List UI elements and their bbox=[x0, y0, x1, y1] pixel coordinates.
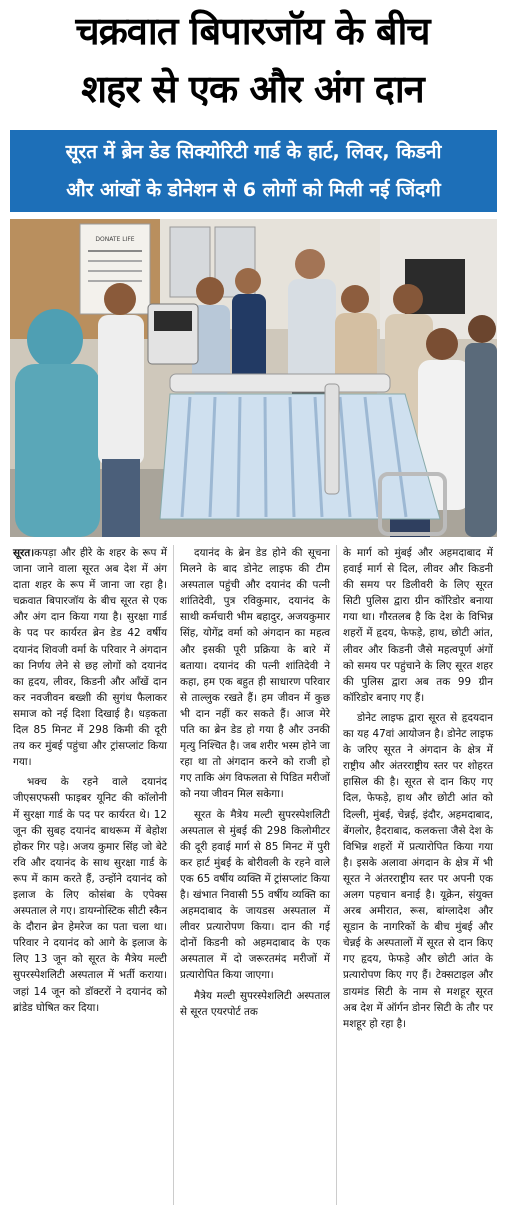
wall-sign-text: DONATE LIFE bbox=[95, 236, 135, 243]
paragraph-text: कपड़ा और हीरे के शहर के रूप में जाना जाने वाला सूरत अब देश में अंग दाता शहर के रूप में जाना जा रहा है। चक्रवात बिपारजॉय के बीच सूरत से एक और अंग दान किया गया है। सुरक्षा गार्ड के पद पर कार्यरत ब्रेन डेड 42 वर्षीय दयानंद शिवजी वर्मा के परिवार ने अंगदान का निर्णय लेने से छह लोगों को दयानंद का हृदय, लीवर, किडनी और आँखें दान कर नवजीवन बख्शी की सुगंध फैलाकर समाज को नई दिशा दिखाई है। धड़कता दिल 85 मिनट में 298 किमी की दूरी तय कर मुंबई पहुंचा और ट्रांसप्लांट किया गया। bbox=[13, 547, 167, 769]
article-column-3 bbox=[336, 545, 496, 1205]
headline bbox=[0, 2, 505, 118]
subheadline-line-1: सूरत में ब्रेन डेड सिक्योरिटी गार्ड के हार्ट, लिवर, किडनी bbox=[65, 141, 442, 163]
subheadline-line-2: और आंखों के डोनेशन से 6 लोगों को मिली नई जिंदगी bbox=[66, 179, 441, 201]
headline-line-2: शहर से एक और अंग दान bbox=[81, 67, 424, 111]
hospital-photo bbox=[10, 219, 497, 537]
article-paragraph: मैत्रेय मल्टी सुपरस्पेशलिटी अस्पताल से सूरत एयरपोर्ट तक bbox=[180, 989, 330, 1018]
article-column-2 bbox=[173, 545, 333, 1205]
article-paragraph: डोनेट लाइफ द्वारा सूरत से हृदयदान का यह 47वां आयोजन है। डोनेट लाइफ के जरिए सूरत ने अंगदान के क्षेत्र में राष्ट्रीय और अंतरराष्ट्रीय स्तर पर शोहरत हासिल की है। सूरत से दान किए गए दिल, फेफड़े, हाथ और छोटी आंत को दिल्ली, मुंबई, चेन्नई, इंदौर, अहमदाबाद, बेंगलोर, हैदराबाद, कलकत्ता जैसे देश के विभिन्न शहरों में प्रत्यारोपित किया गया है। इसके अलावा अंगदान के क्षेत्र में भी सूरत ने अंतरराष्ट्रीय स्तर पर अपनी एक अलग पहचान बनाई है। यूक्रेन, संयुक्त अरब अमीरात, रूस, बांग्लादेश और सूडान के नागरिकों के बीच मुंबई और चेन्नई के अस्पतालों में सूरत से दान किए गए हृदय, फेफड़े और छोटी आंत के प्रत्यारोपण किए गए हैं। टेक्सटाइल और डायमंड सिटी के नाम से मशहूर सूरत अब देश में ऑर्गन डोनर सिटी के तौर पर मशहूर हो रहा है। bbox=[343, 711, 493, 1030]
article-paragraph bbox=[13, 545, 167, 770]
subheadline-banner bbox=[10, 130, 497, 212]
article-paragraph: के मार्ग को मुंबई और अहमदाबाद में हवाई मार्ग से दिल, लीवर और किडनी की समय पर डिलीवरी के लिए सूरत सिटी पुलिस द्वारा ग्रीन कॉरिडोर बनाया गया था। गौरतलब है कि देश के विभिन्न शहरों में हृदय, फेफड़े, हाथ, छोटी आंत, लीवर और किडनी जैसे महत्वपूर्ण अंगों को समय पर पहुंचाने के लिए सूरत शहर की पुलिस द्वारा अब तक 99 ग्रीन कॉरिडोर बनाए गए हैं। bbox=[343, 547, 493, 704]
article-column-1 bbox=[10, 545, 170, 1205]
hospital-scene-illustration bbox=[10, 219, 497, 537]
article-paragraph: भक्च के रहने वाले दयानंद जीएसएफसी फाइबर यूनिट की कॉलोनी में सुरक्षा गार्ड के पद पर कार्यरत थे। 12 जून की सुबह दयानंद बाथरूम में बेहोश होकर गिर पड़े। अजय कुमार सिंह जो बेटे रवि और दयानंद के साथ सुरक्षा गार्ड के रूप में काम करते हैं, उन्होंने दयानंद को इलाज के लिए कोसंबा के एपेक्स अस्पताल ले गए। डायग्नोस्टिक सीटी स्कैन के दौरान ब्रेन हेमरेज का पता चला था। परिवार ने दयानंद को आगे के इलाज के लिए 13 जून को सूरत के मैत्रेय मल्टी सुपरस्पेशलिटी अस्पताल में भर्ती कराया। जहां 14 जून को डॉक्टरों ने दयानंद को ब्रांडेड घोषित कर दिया। bbox=[13, 776, 167, 1014]
headline-line-1: चक्रवात बिपारजॉय के बीच bbox=[75, 9, 430, 53]
article-body bbox=[10, 545, 497, 1205]
article-paragraph: दयानंद के ब्रेन डेड होने की सूचना मिलने के बाद डोनेट लाइफ की टीम अस्पताल पहुंची और दयानंद की पत्नी शांतिदेवी, पुत्र रविकुमार, दयानंद के साथी कर्मचारी भीम बहादुर, अजयकुमार सिंह, योगेंद्र वर्मा को अंगदान का महत्व और इसकी पूरी प्रक्रिया के बारे में बताया। दयानंद की पत्नी शांतिदेवी ने कहा, हम एक बहुत ही साधारण परिवार से ताल्लुक रखते हैं। हम जीवन में कुछ भी दान नहीं कर सकते हैं। आज मेरे पति का ब्रेन डेड हो गया है और उनकी मृत्यु निश्चित है। जब शरीर भस्म होने जा रहा था तो अंगदान करने को राजी हो गए ताकि अंग विफलता से पिडित मरीजों को नया जीवन मिल सकेगा। bbox=[180, 547, 330, 801]
article-paragraph: सूरत के मैत्रेय मल्टी सुपरस्पेशलिटी अस्पताल से मुंबई की 298 किलोमीटर की दूरी हवाई मार्ग से 85 मिनट में पुरी कर हार्ट मुंबई के बोरीवली के रहने वाले एक 65 वर्षीय व्यक्ति में ट्रांसप्लांट किया है। खंभात निवासी 55 वर्षीय व्यक्ति का अहमदाबाद के जायडस अस्पताल में लीवर प्रत्यारोपण किया। दान की गई दोनों किडनी को अहमदाबाद के एक अस्पताल में दो जरूरतमंद मरीजों में प्रत्यारोपित किया जाएगा। bbox=[180, 808, 330, 982]
dateline: सूरत। bbox=[13, 547, 35, 559]
